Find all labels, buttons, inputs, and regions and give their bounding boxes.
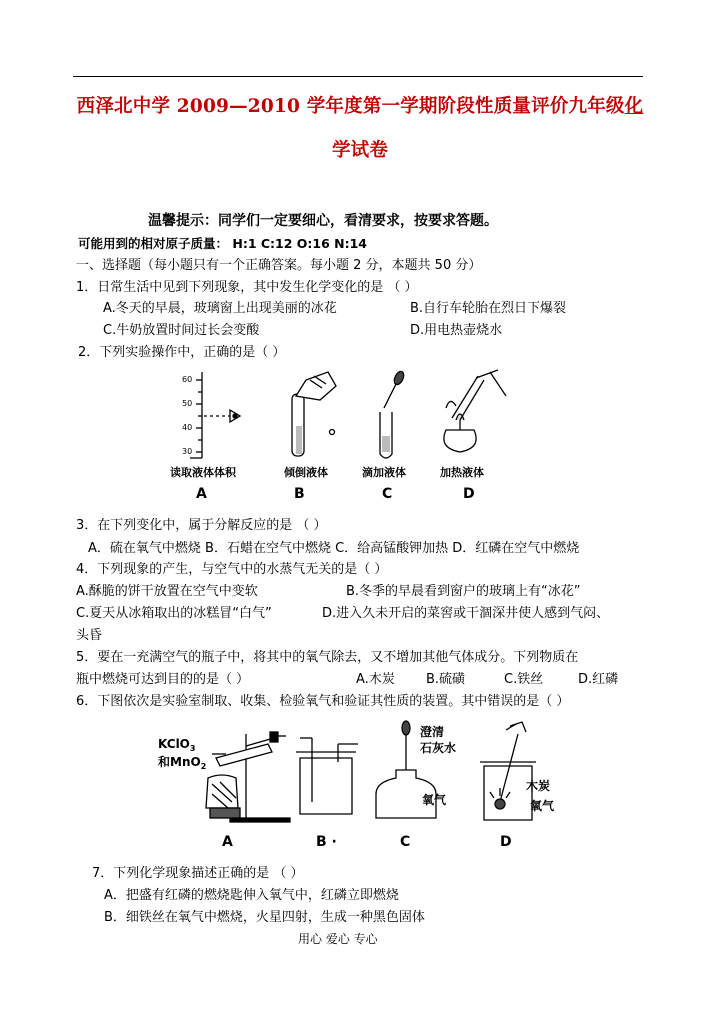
fig-a-letter: A xyxy=(196,486,207,502)
q5-option-c: C.铁丝 xyxy=(504,672,544,687)
fig6-b-letter: B · xyxy=(316,834,337,850)
tip-text: 温馨提示：同学们一定要细心，看清要求，按要求答题。 xyxy=(148,213,498,229)
fig6-d-letter: D xyxy=(500,834,512,850)
exam-title-line2: 学试卷 xyxy=(331,140,389,161)
q5-option-a: A.木炭 xyxy=(356,672,395,687)
top-rule xyxy=(73,76,643,77)
q4-option-a: A.酥脆的饼干放置在空气中变软 xyxy=(76,584,258,599)
scale-tick-60: 60 xyxy=(182,375,193,384)
section-heading: 一、选择题（每小题只有一个正确答案。每小题 2 分，本题共 50 分） xyxy=(76,258,482,273)
fig-a-cylinder xyxy=(190,372,240,458)
fig-b-letter: B xyxy=(294,486,305,502)
label-charcoal: 木炭 xyxy=(526,779,551,793)
q7-option-b: B．细铁丝在氧气中燃烧，火星四射，生成一种黑色固体 xyxy=(104,910,425,925)
fig-b-pouring xyxy=(292,372,336,456)
q4-option-c: C.夏天从冰箱取出的冰糕冒“白气” xyxy=(76,606,272,621)
fig-b-label: 倾倒液体 xyxy=(284,466,328,479)
exam-title-line1: 西泽北中学 2009—2010 学年度第一学期阶段性质量评价九年级化 xyxy=(76,96,644,117)
q1-option-b: B.自行车轮胎在烈日下爆裂 xyxy=(410,301,567,316)
q6-stem: 6．下图依次是实验室制取、收集、检验氧气和验证其性质的装置。其中错误的是（ ） xyxy=(76,694,570,709)
fig-d-letter: D xyxy=(463,486,475,502)
scale-tick-50: 50 xyxy=(182,399,193,408)
q7-option-a: A．把盛有红磷的燃烧匙伸入氧气中，红磷立即燃烧 xyxy=(104,888,399,903)
q5-stem-line2: 瓶中燃烧可达到目的的是（ ） xyxy=(76,672,250,687)
q4-option-b: B.冬季的早晨看到窗户的玻璃上有“冰花” xyxy=(346,584,581,599)
q3-options: A．硫在氧气中燃烧 B．石蜡在空气中燃烧 C．给高锰酸钾加热 D．红磷在空气中燃烧 xyxy=(88,541,580,556)
fig-c-dropping xyxy=(380,370,406,458)
fig-c-letter: C xyxy=(382,486,393,502)
label-limewater-2: 石灰水 xyxy=(420,741,457,755)
fig6-a-apparatus xyxy=(206,732,290,822)
q2-figure xyxy=(160,366,560,504)
q1-option-c: C.牛奶放置时间过长会变酸 xyxy=(103,323,260,338)
fig-d-heating xyxy=(444,370,506,452)
label-limewater-1: 澄清 xyxy=(420,725,445,739)
q2-stem: 2．下列实验操作中，正确的是（ ） xyxy=(78,345,286,360)
page-footer: 用心 爱心 专心 xyxy=(298,932,378,946)
q1-option-a: A.冬天的早晨，玻璃窗上出现美丽的冰花 xyxy=(103,301,337,316)
fig6-c-letter: C xyxy=(400,834,411,850)
q3-stem: 3．在下列变化中，属于分解反应的是 （ ） xyxy=(76,518,327,533)
scale-tick-40: 40 xyxy=(182,423,193,432)
q7-stem: 7．下列化学现象描述正确的是 （ ） xyxy=(92,866,304,881)
label-oxygen-d: 氧气 xyxy=(530,799,555,813)
fig-c-label: 滴加液体 xyxy=(362,466,406,479)
q5-option-d: D.红磷 xyxy=(578,672,619,687)
q4-option-d: D.进入久未开启的菜窖或干涸深井使人感到气闷、 xyxy=(322,606,610,621)
q1-option-d: D.用电热壶烧水 xyxy=(410,323,503,338)
fig-d-label: 加热液体 xyxy=(440,466,484,479)
q4-stem: 4．下列现象的产生，与空气中的水蒸气无关的是（ ） xyxy=(76,562,388,577)
label-kclo3: KClO$_3$ xyxy=(158,737,196,753)
label-mno2: 和MnO$_2$ xyxy=(158,755,207,771)
q6-figure xyxy=(150,718,570,852)
q5-stem-line1: 5．要在一充满空气的瓶子中，将其中的氧气除去，又不增加其他气体成分。下列物质在 xyxy=(76,650,579,665)
fig6-a-letter: A xyxy=(222,834,233,850)
fig6-b-bottle xyxy=(296,738,358,814)
scale-tick-30: 30 xyxy=(182,447,193,456)
fig6-d-bottle xyxy=(480,722,536,820)
q5-option-b: B.硫磺 xyxy=(426,672,466,687)
q1-stem: 1．日常生活中见到下列现象，其中发生化学变化的是 （ ） xyxy=(76,280,418,295)
q4-option-d-cont: 头昏 xyxy=(76,628,103,643)
atomic-mass-line: 可能用到的相对原子质量： H:1 C:12 O:16 N:14 xyxy=(78,236,368,251)
fig-a-label: 读取液体体积 xyxy=(170,466,236,479)
label-oxygen-c: 氧气 xyxy=(422,793,447,807)
